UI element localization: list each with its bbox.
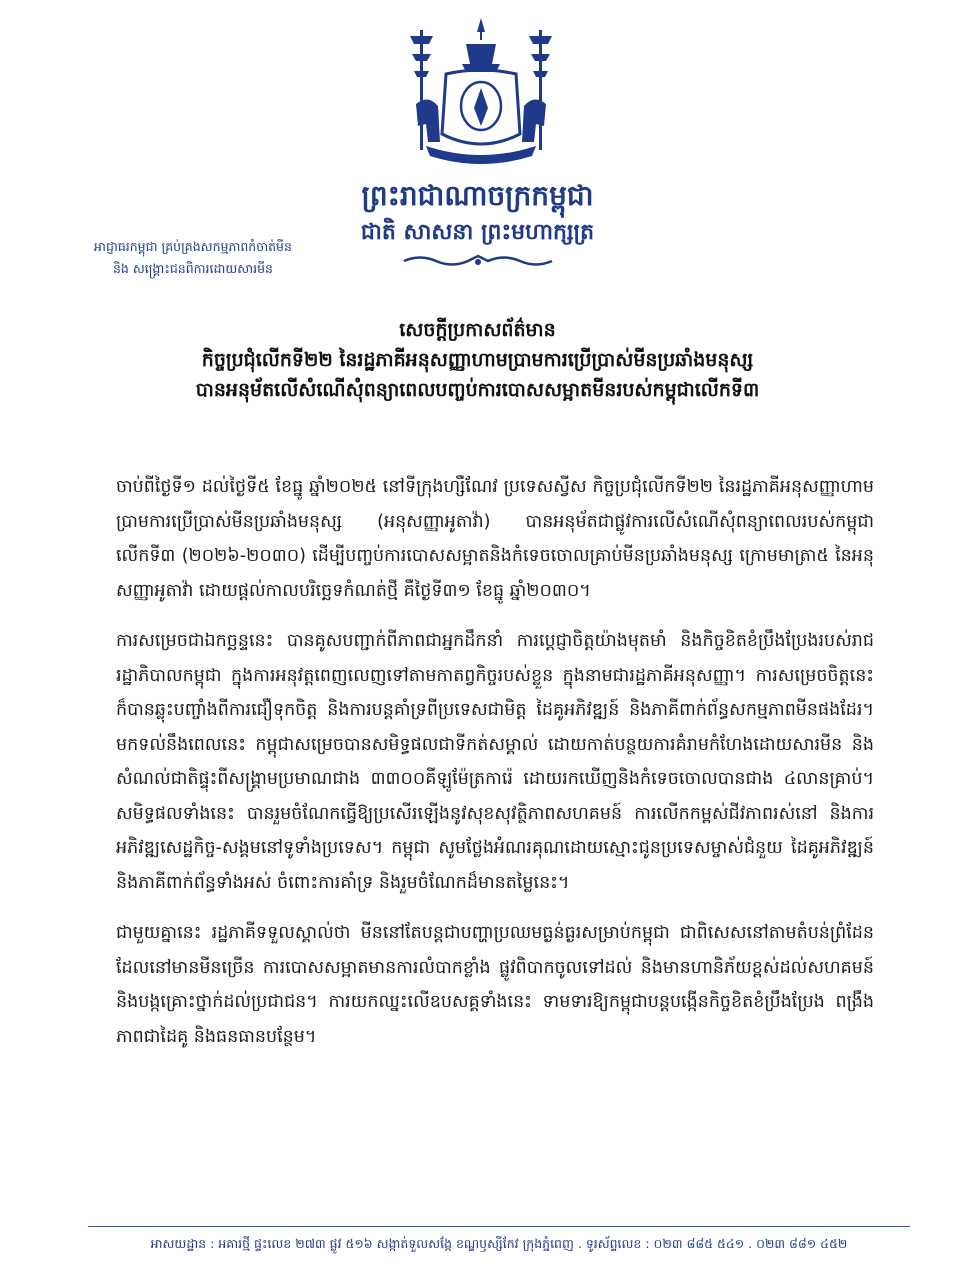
body-paragraph-2: ការសម្រេចជាឯកច្ឆន្ទនេះ បានគូសបញ្ជាក់ពីភាពជាអ្នកដឹកនាំ ការប្តេជ្ញាចិត្តយ៉ាងមុតមាំ និងកិច្ចខិតខំប្រឹងប្រែងរបស់រាជរដ្ឋាភិបាលកម្ពុជា ក្នុងការអនុវត្តពេញលេញទៅតាមកាតព្វកិច្ចរបស់ខ្លួន ក្នុងនាមជារដ្ឋភាគីអនុសញ្ញា។ ការសម្រេចចិត្តនេះ ក៏បានឆ្លុះបញ្ចាំងពីការជឿទុកចិត្ត និងការបន្តគាំទ្រពីប្រទេសជាមិត្ត ដៃគូអភិវឌ្ឍន៍ និងភាគីពាក់ព័ន្ធសកម្មភាពមីនផងដែរ។ មកទល់នឹងពេលនេះ កម្ពុជាសម្រេចបានសមិទ្ធផលជាទីកត់សម្គាល់ ដោយកាត់បន្ថយការគំរាមកំហែងដោយសារមីន និងសំណល់ជាតិផ្ទុះពីសង្គ្រាមប្រមាណជាង ៣៣០០គីឡូម៉ែត្រការ៉េ ដោយរកឃើញនិងកំទេចចោលបានជាង ៤លានគ្រាប់។ សមិទ្ធផលទាំងនេះ បានរួមចំណែកធ្វើឱ្យប្រសើរឡើងនូវសុខសុវត្ថិភាពសហគមន៍ ការលើកកម្ពស់ជីវភាពរស់នៅ និងការអភិវឌ្ឍសេដ្ឋកិច្ច-សង្គមនៅទូទាំងប្រទេស។ កម្ពុជា សូមថ្លែងអំណរគុណដោយស្មោះជូនប្រទេសម្ចាស់ជំនួយ ដៃគូអភិវឌ្ឍន៍ និងភាគីពាក់ព័ន្ធទាំងអស់ ចំពោះការគាំទ្រ និងរួមចំណែកដ៏មានតម្លៃនេះ។ (116, 631, 874, 893)
national-motto: ជាតិ សាសនា ព្រះមហាក្សត្រ (360, 219, 595, 245)
issuing-authority (58, 236, 328, 280)
kingdom-name: ព្រះរាជាណាចក្រកម្ពុជា (361, 179, 594, 212)
body-paragraph-3: ជាមួយគ្នានេះ រដ្ឋភាគីទទួលស្គាល់ថា មីននៅតែបន្តជាបញ្ហាប្រឈមធ្ងន់ធ្ងរសម្រាប់កម្ពុជា ជាពិសេសនៅតាមតំបន់ព្រំដែនដែលនៅមានមីនច្រើន ការបោសសម្អាតមានការលំបាកខ្លាំង ផ្លូវពិបាកចូលទៅដល់ និងមានហានិភ័យខ្ពស់ដល់សហគមន៍ និងបង្កគ្រោះថ្នាក់ដល់ប្រជាជន។ ការយកឈ្នះលើឧបសគ្គទាំងនេះ ទាមទារឱ្យកម្ពុជាបន្តបង្កើនកិច្ចខិតខំប្រឹងប្រែង ពង្រឹងភាពជាដៃគូ និងធនធានបន្ថែម។ (116, 923, 874, 1047)
authority-line-1: អាជ្ញាធរកម្ពុជា គ្រប់គ្រងសកម្មភាពកំចាត់មីន (94, 239, 292, 254)
body-paragraph-1: ចាប់ពីថ្ងៃទី១ ដល់ថ្ងៃទី៥ ខែធ្នូ ឆ្នាំ២០២៥ នៅទីក្រុងហ្សឺណែវ ប្រទេសស្វីស កិច្ចប្រជុំលើកទី២២ នៃរដ្ឋភាគីអនុសញ្ញាហាមប្រាមការប្រើប្រាស់មីនប្រឆាំងមនុស្ស (អនុសញ្ញាអូតាវ៉ា) បានអនុម័តជាផ្លូវការលើសំណើសុំពន្យាពេលរបស់កម្ពុជាលើកទី៣ (២០២៦-២០៣០) ដើម្បីបញ្ចប់ការបោសសម្អាតនិងកំទេចចោលគ្រាប់មីនប្រឆាំងមនុស្ស ក្រោមមាត្រា៥ នៃអនុសញ្ញាអូតាវ៉ា ដោយផ្តល់កាលបរិច្ឆេទកំណត់ថ្មី គឺថ្ងៃទី៣១ ខែធ្នូ ឆ្នាំ២០៣០។ (116, 477, 874, 601)
title-line-3: បានអនុម័តលើសំណើសុំពន្យាពេលបញ្ចប់ការបោសសម្អាតមីនរបស់កម្ពុជាលើកទី៣ (195, 379, 760, 401)
footer-address: អាសយដ្ឋាន : អគារថ្មី ផ្ទះលេខ ២៧៣ ផ្លូវ ៥១៦ សង្កាត់ទួលសង្កែ ខណ្ឌឫស្សីកែវ ក្រុងភ្នំពេញ . ទូរស័ព្ទលេខ : ០២៣ ៨៨៥ ៥៤១ . ០២៣ ៨៨១ ៤៥២ (150, 1236, 848, 1251)
footer-divider (88, 1226, 910, 1227)
royal-coat-of-arms-icon (396, 14, 566, 174)
title-line-1: សេចក្តីប្រកាសព័ត៌មាន (399, 319, 556, 341)
decorative-ornament-icon (400, 252, 556, 270)
press-release-title (40, 315, 915, 405)
authority-line-2: និង សង្គ្រោះជនពិការដោយសារមីន (113, 261, 273, 276)
press-release-body (116, 470, 874, 1070)
title-line-2: កិច្ចប្រជុំលើកទី២២ នៃរដ្ឋភាគីអនុសញ្ញាហាមប្រាមការប្រើប្រាស់មីនប្រឆាំងមនុស្ស (201, 349, 754, 371)
